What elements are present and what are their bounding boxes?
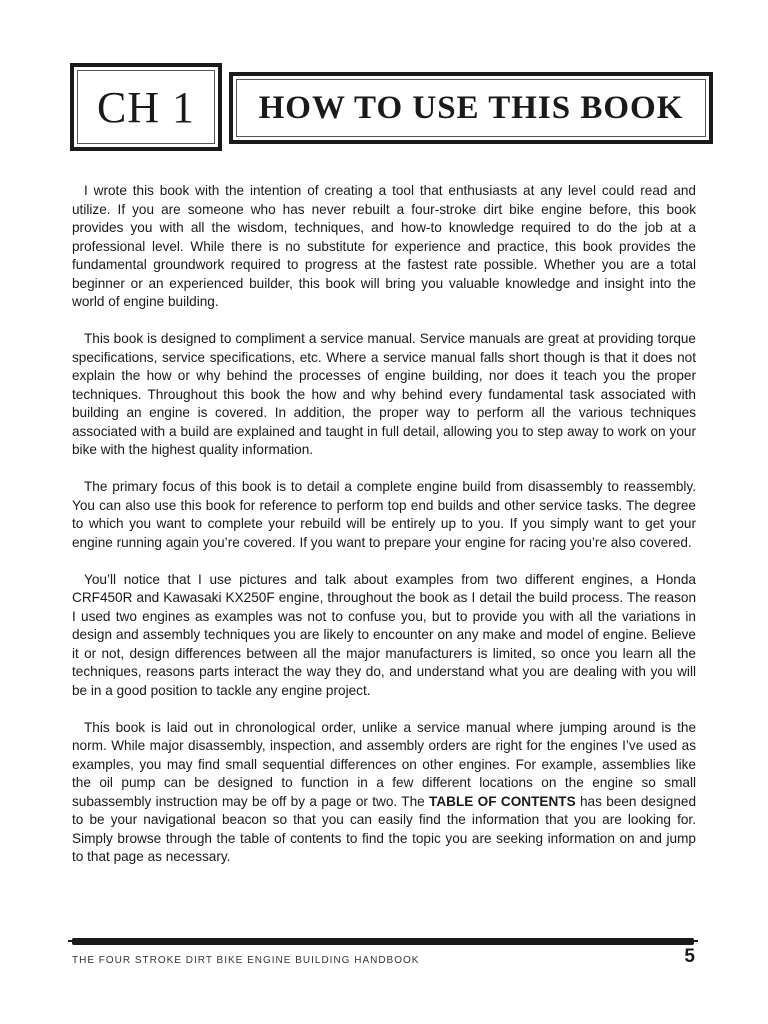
chapter-number-box: [70, 63, 222, 151]
paragraph-1: I wrote this book with the intention of creating a tool that enthusiasts at any level could read and utilize. If you are someone who has never rebuilt a four-stroke dirt bike engine before, this book provides you with all the wisdom, techniques, and how-to knowledge required to do the job at a professional level. While there is no substitute for experience and practice, this book provides the fundamental groundwork required to progress at the fastest rate possible. Whether you are a total beginner or an experienced builder, this book will bring you valuable knowledge and insight into the world of engine building.: [72, 183, 696, 309]
chapter-body: [72, 182, 696, 885]
page-number: 5: [684, 946, 695, 967]
paragraph-5: [72, 719, 696, 867]
paragraph-5-text-start: This book is laid out in chronological order, unlike a service manual where jumping around is the norm. While major disassembly, inspection, and assembly orders are right for the engines I’ve used as examples, you may find small sequential differences on other engines. For example, assemblies like the oil pump can be designed to function in a few different locations on the engine so small subassembly instruction may be off by a page or two. The: [72, 719, 696, 809]
paragraph-2: This book is designed to compliment a service manual. Service manuals are great at providing torque specifications, service specifications, etc. Where a service manual falls short though is that it does not explain the how or why behind the processes of engine building, nor does it teach you the proper techniques. Throughout this book the how and why behind every fundamental task associated with building an engine is covered. In addition, the proper way to perform all the various techniques associated with a build are explained and taught in full detail, allowing you to step away to work on your bike with the highest quality information.: [72, 331, 696, 457]
chapter-title: HOW TO USE THIS BOOK: [258, 89, 684, 126]
chapter-title-box: [229, 72, 713, 144]
footer-divider: [72, 938, 694, 945]
paragraph-4: You’ll notice that I use pictures and talk about examples from two different engines, a Honda CRF450R and Kawasaki KX250F engine, throughout the book as I detail the build process. The reason I used two engines as examples was not to confuse you, but to provide you with all the variations in design and assembly techniques you are likely to encounter on any make and model of engine. Believe it or not, design differences between all the major manufacturers is limited, so once you learn all the techniques, reasons parts interact the way they do, and understand what you are dealing with you will be in a good position to tackle any engine project.: [72, 571, 696, 698]
paragraph-3: The primary focus of this book is to detail a complete engine build from disassembly to reassembly. You can also use this book for reference to perform top end builds and other service tasks. The degree to which you want to complete your rebuild will be entirely up to you. If you simply want to get your engine running again you’re covered. If you want to prepare your engine for racing you’re also covered.: [72, 479, 696, 550]
table-of-contents-emphasis: TABLE OF CONTENTS: [429, 793, 576, 809]
chapter-number: CH 1: [96, 82, 196, 132]
paragraph-5-text-end: has been designed to be your navigational beacon so that you can easily find the information that you are looking for. Simply browse through the table of contents to find the topic you are seeking information on and jump to that page as necessary.: [72, 793, 697, 864]
footer-book-title: THE FOUR STROKE DIRT BIKE ENGINE BUILDING HANDBOOK: [72, 955, 420, 966]
